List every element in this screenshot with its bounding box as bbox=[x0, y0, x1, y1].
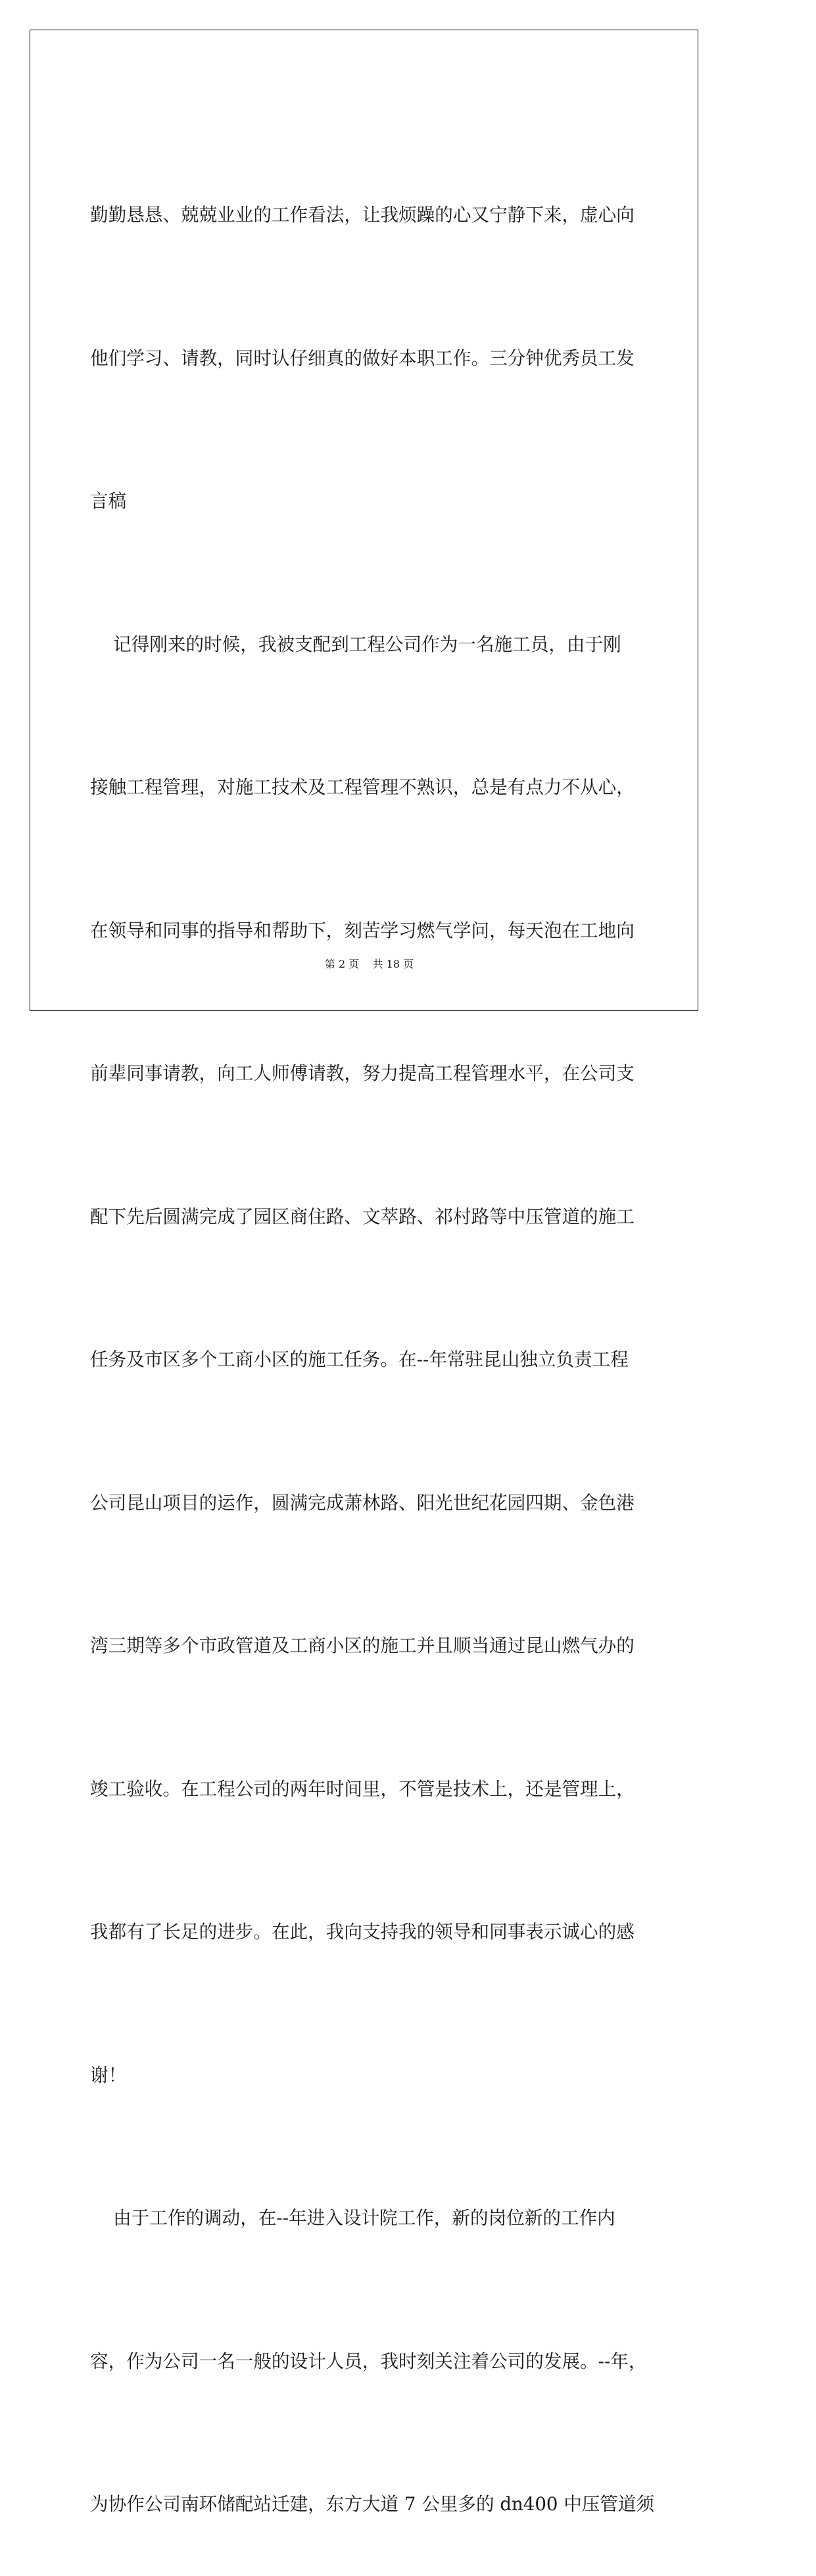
page-number: 第 2 页 bbox=[324, 958, 360, 970]
text-line: 我都有了长足的进步。在此，我向支持我的领导和同事表示诚心的感 bbox=[90, 1921, 635, 1943]
text-line: 记得刚来的时候，我被支配到工程公司作为一名施工员，由于刚 bbox=[90, 633, 621, 655]
text-line: 他们学习、请教，同时认仔细真的做好本职工作。三分钟优秀员工发 bbox=[90, 347, 635, 369]
page-total: 共 18 页 bbox=[372, 958, 414, 970]
text-line: 接触工程管理，对施工技术及工程管理不熟识，总是有点力不从心， bbox=[90, 776, 635, 798]
text-line: 勤勤恳恳、兢兢业业的工作看法，让我烦躁的心又宁静下来，虚心向 bbox=[90, 204, 635, 226]
document-body bbox=[90, 96, 655, 2576]
text-line: 湾三期等多个市政管道及工商小区的施工并且顺当通过昆山燃气办的 bbox=[90, 1635, 635, 1656]
text-line: 公司昆山项目的运作，圆满完成萧林路、阳光世纪花园四期、金色港 bbox=[90, 1491, 635, 1514]
text-line: 谢！ bbox=[90, 2064, 127, 2086]
text-line: 容，作为公司一名一般的设计人员，我时刻关注着公司的发展。--年， bbox=[90, 2350, 647, 2372]
text-line: 任务及市区多个工商小区的施工任务。在--年常驻昆山独立负责工程 bbox=[90, 1349, 629, 1370]
text-line: 由于工作的调动，在--年进入设计院工作，新的岗位新的工作内 bbox=[90, 2207, 615, 2229]
text-line: 言稿 bbox=[90, 490, 127, 512]
text-line: 前辈同事请教，向工人师傅请教，努力提高工程管理水平，在公司支 bbox=[90, 1062, 635, 1084]
text-line: 配下先后圆满完成了园区商住路、文萃路、祁村路等中压管道的施工 bbox=[90, 1205, 635, 1227]
text-line: 为协作公司南环储配站迁建，东方大道 7 公里多的 dn400 中压管道须 bbox=[90, 2493, 655, 2515]
text-line: 竣工验收。在工程公司的两年时间里，不管是技术上，还是管理上， bbox=[90, 1777, 635, 1800]
page-footer bbox=[0, 956, 738, 971]
text-line: 在领导和同事的指导和帮助下，刻苦学习燃气学问，每天泡在工地向 bbox=[90, 919, 635, 941]
